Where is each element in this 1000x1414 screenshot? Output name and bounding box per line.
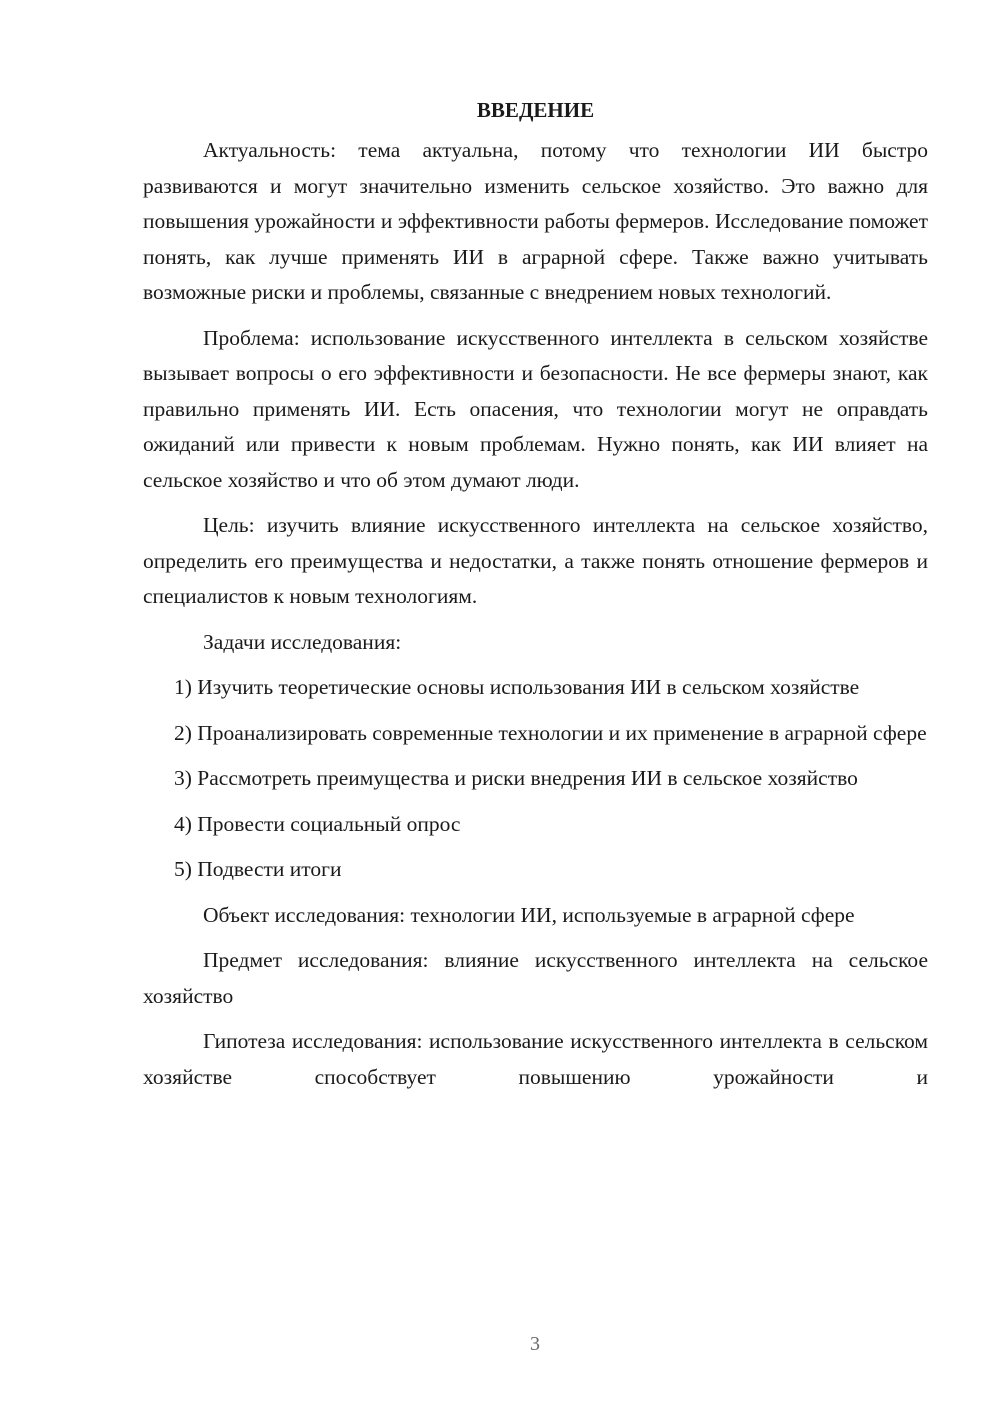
tasks-heading: Задачи исследования:: [203, 629, 402, 654]
relevance-paragraph: Актуальность: тема актуальна, потому что технологии ИИ быстро развиваются и могут значительно изменить сельское хозяйство. Это важно для повышения урожайности и эффективности работы фермеров. Исследование поможет понять, как лучше применять ИИ в аграрной сфере. Также важно учитывать возможные риски и проблемы, связанные с внедрением новых технологий.: [143, 138, 928, 304]
section-title: ВВЕДЕНИЕ: [476, 98, 595, 122]
task-item-5: 5) Подвести итоги: [174, 857, 342, 881]
task-item-2: 2) Проанализировать современные технологии и их применение в аграрной сфере: [174, 720, 927, 745]
task-item-4: 4) Провести социальный опрос: [174, 811, 461, 836]
object-paragraph: Объект исследования: технологии ИИ, используемые в аграрной сфере: [203, 902, 855, 927]
problem-paragraph: Проблема: использование искусственного интеллекта в сельском хозяйстве вызывает вопросы о его эффективности и безопасности. Не все фермеры знают, как правильно применять ИИ. Есть опасения, что технологии могут не оправдать ожиданий или привести к новым проблемам. Нужно понять, как ИИ влияет на сельское хозяйство и что об этом думают люди.: [143, 325, 928, 492]
subject-paragraph: Предмет исследования: влияние искусственного интеллекта на сельское хозяйство: [143, 948, 928, 1008]
page-number: 3: [530, 1333, 540, 1355]
task-item-3: 3) Рассмотреть преимущества и риски внедрения ИИ в сельское хозяйство: [174, 766, 858, 790]
goal-paragraph: Цель: изучить влияние искусственного интеллекта на сельское хозяйство, определить его преимущества и недостатки, а также понять отношение фермеров и специалистов к новым технологиям.: [143, 513, 928, 608]
hypothesis-paragraph: Гипотеза исследования: использование искусственного интеллекта в сельском хозяйстве способствует повышению урожайности и: [143, 1029, 928, 1089]
page-content: [143, 93, 928, 1095]
task-item-1: 1) Изучить теоретические основы использования ИИ в сельском хозяйстве: [174, 675, 860, 699]
